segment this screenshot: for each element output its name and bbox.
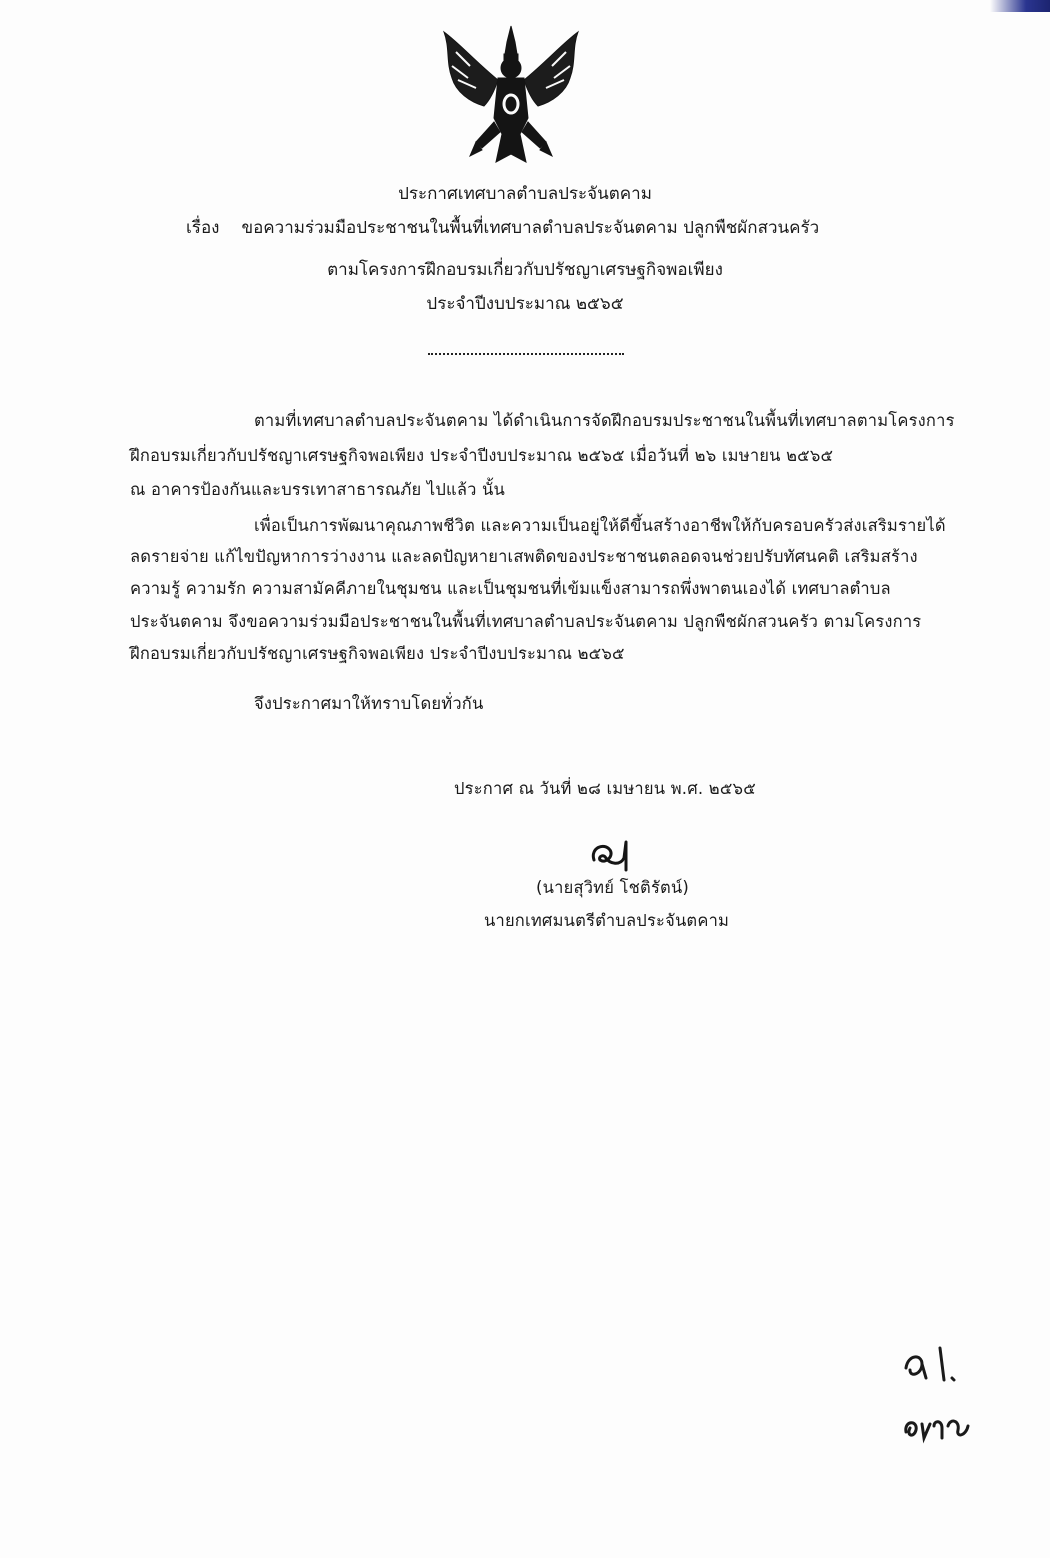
signer-name: (นายสุวิทย์ โชติรัตน์) [536,878,690,897]
subject-text-1: ขอความร่วมมือประชาชนในพื้นที่เทศบาลตำบลประจันตคาม ปลูกพืชผักสวนครัว [241,218,820,238]
body-line: ฝึกอบรมเกี่ยวกับปรัชญาเศรษฐกิจพอเพียง ประจำปีงบประมาณ ๒๕๖๕ เมื่อวันที่ ๒๖ เมษายน ๒๕๖๕ [130,446,834,465]
closing-line: จึงประกาศมาให้ทราบโดยทั่วกัน [254,694,484,713]
subject-label: เรื่อง [186,218,220,238]
body-line: ลดรายจ่าย แก้ไขปัญหาการว่างงาน และลดปัญหายาเสพติดของประชาชนตลอดจนช่วยปรับทัศนคติ เสริมสร้าง [130,547,918,566]
announcement-title: ประกาศเทศบาลตำบลประจันตคาม [398,184,652,204]
subject-text-3: ประจำปีงบประมาณ ๒๕๖๕ [426,294,624,314]
garuda-emblem-icon [436,22,586,172]
body-line: ฝึกอบรมเกี่ยวกับปรัชญาเศรษฐกิจพอเพียง ประจำปีงบประมาณ ๒๕๖๕ [130,644,625,663]
body-line: ประจันตคาม จึงขอความร่วมมือประชาชนในพื้นที่เทศบาลตำบลประจันตคาม ปลูกพืชผักสวนครัว ตามโครงการ [130,612,922,631]
body-line: เพื่อเป็นการพัฒนาคุณภาพชีวิต และความเป็นอยู่ให้ดีขึ้นสร้างอาชีพให้กับครอบครัวส่งเสริมรายได้ [254,516,946,535]
subject-text-2: ตามโครงการฝึกอบรมเกี่ยวกับปรัชญาเศรษฐกิจพอเพียง [327,260,723,280]
handwritten-initials [900,1340,980,1450]
corner-scan-mark [990,0,1050,12]
body-line: ณ อาคารป้องกันและบรรเทาสาธารณภัย ไปแล้ว นั้น [130,480,506,499]
body-line: ความรู้ ความรัก ความสามัคคีภายในชุมชน และเป็นชุมชนที่เข้มแข็งสามารถพึ่งพาตนเองได้ เทศบาลตำบล [130,579,891,598]
body-line: ตามที่เทศบาลตำบลประจันตคาม ได้ดำเนินการจัดฝึกอบรมประชาชนในพื้นที่เทศบาลตามโครงการ [254,411,955,430]
dotted-separator [428,343,624,355]
signature-mark [586,836,636,876]
announcement-date: ประกาศ ณ วันที่ ๒๘ เมษายน พ.ศ. ๒๕๖๕ [454,779,756,798]
signer-title: นายกเทศมนตรีตำบลประจันตคาม [484,911,730,930]
subject-line [186,214,819,241]
